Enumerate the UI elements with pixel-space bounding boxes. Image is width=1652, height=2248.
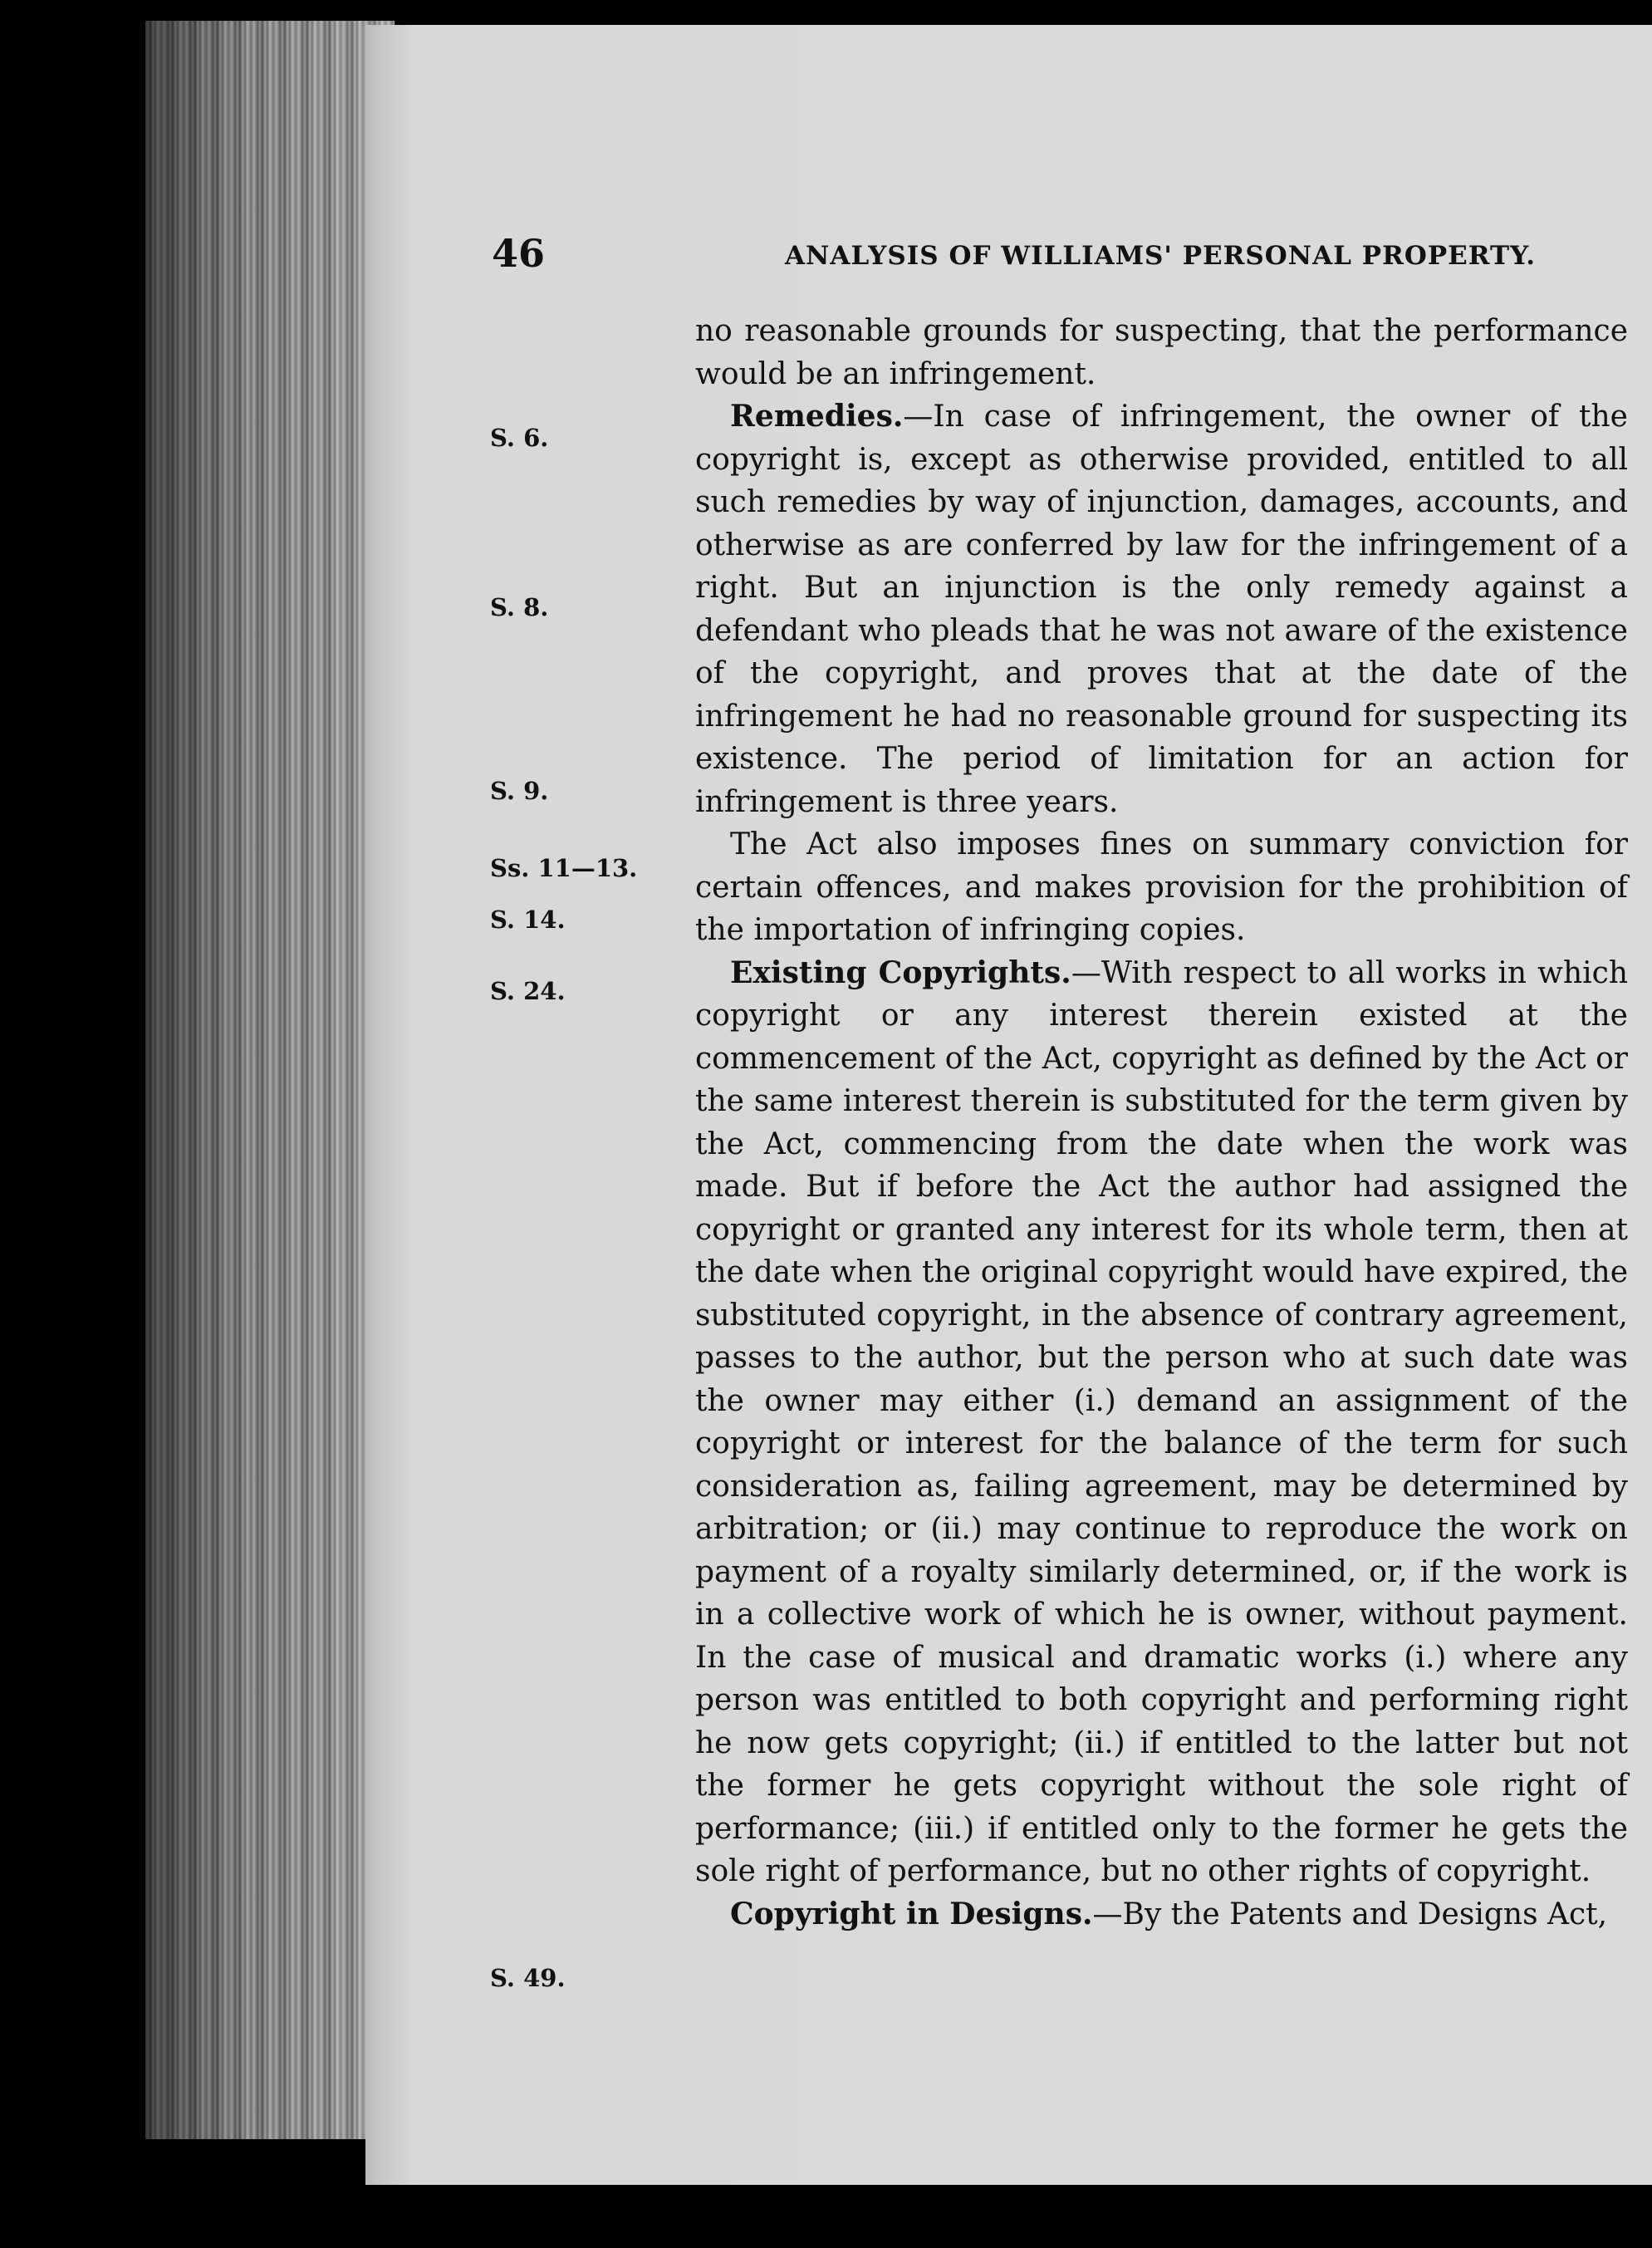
page-number: 46 xyxy=(492,231,546,276)
paragraph-heading: Copyright in Designs. xyxy=(730,1896,1093,1931)
margin-note: S. 6. xyxy=(490,424,549,452)
margin-note: S. 14. xyxy=(490,906,566,934)
page-stack-edge xyxy=(145,21,395,2139)
paragraph-text: —In case of infringement, the owner of the copyright is, except as otherwise provided, entitled to all such remedies by way of injunction, damages, accounts, and otherwise as are conferred by law for the infringement of a right. But an injunction is the only remedy against a defendant who pleads that he was not aware of the existence of the copyright, and proves that at the date of the infringement he had no reasonable ground for suspecting its existence. The period of limitation for an action for infringement is three years. xyxy=(695,400,1628,819)
running-head-title: ANALYSIS OF WILLIAMS' PERSONAL PROPERTY. xyxy=(785,241,1537,271)
paragraph xyxy=(695,823,1628,952)
paragraph xyxy=(695,395,1628,823)
margin-note: Ss. 11—13. xyxy=(490,854,638,882)
margin-note: S. 8. xyxy=(490,593,549,621)
book-page xyxy=(365,25,1652,2185)
margin-note: S. 49. xyxy=(490,1964,566,1992)
paragraph-text: The Act also imposes fines on summary conviction for certain offences, and makes provision for the prohibition of the importation of infringing copies. xyxy=(695,827,1628,947)
margin-note: S. 9. xyxy=(490,777,549,805)
paragraph-text: —With respect to all works in which copyright or any interest therein existed at the commencement of the Act, copyright as defined by the Act or the same interest therein is substituted for the term given by the Act, commencing from the date when the work was made. But if before the Act the author had assigned the copyright or granted any interest for its whole term, then at the date when the original copyright would have expired, the substituted copyright, in the absence of contrary agreement, passes to the author, but the person who at such date was the owner may either (i.) demand an assignment of the copyright or interest for the balance of the term for such consideration as, failing agreement, may be determined by arbitration; or (ii.) may continue to reproduce the work on payment of a royalty similarly determined, or, if the work is in a collective work of which he is owner, without payment. In the case of musical and dramatic works (i.) where any person was entitled to both copyright and performing right he now gets copyright; (ii.) if entitled to the latter but not the former he gets copyright without the sole right of performance; (iii.) if entitled only to the former he gets the sole right of performance, but no other rights of copyright. xyxy=(695,955,1629,1888)
margin-note: S. 24. xyxy=(490,977,566,1005)
margin-notes xyxy=(365,25,664,2185)
paragraph-text: —By the Patents and Designs Act, xyxy=(1092,1897,1608,1931)
paragraph xyxy=(695,310,1628,395)
body-text xyxy=(695,310,1628,1936)
paragraph-heading: Existing Copyrights. xyxy=(730,955,1071,990)
paragraph xyxy=(695,952,1628,1893)
paragraph-text: no reasonable grounds for suspecting, that the performance would be an infringement. xyxy=(695,314,1628,391)
paragraph xyxy=(695,1893,1628,1936)
paragraph-heading: Remedies. xyxy=(730,399,904,434)
